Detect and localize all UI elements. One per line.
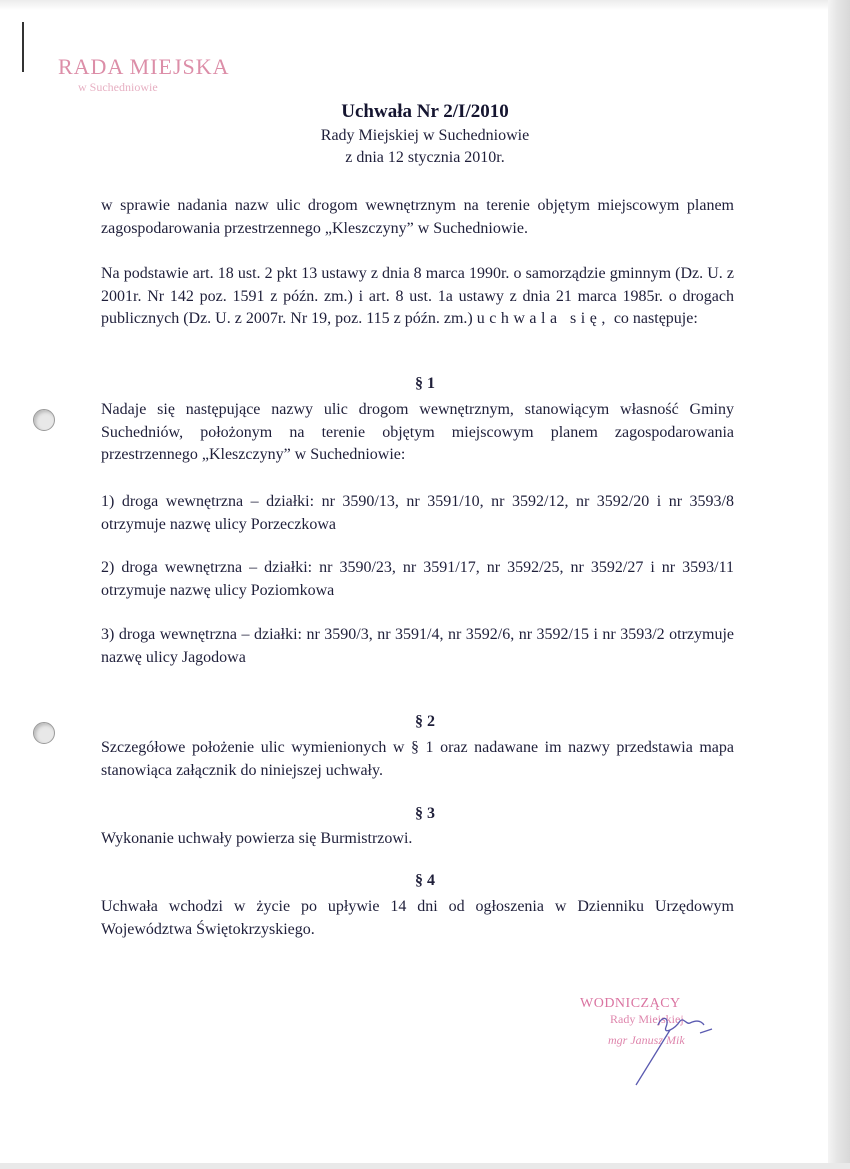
preamble-paragraph <box>101 263 734 331</box>
scan-edge-top <box>0 0 850 10</box>
subject-text: w sprawie nadania nazw ulic drogom wewnętrznym na terenie objętym miejscowym planem zagospodarowania przestrzennego „Kleszczyny” w Suchedniowie. <box>101 197 734 237</box>
section-3-text: Wykonanie uchwały powierza się Burmistrzowi. <box>101 830 413 847</box>
scan-margin-mark <box>22 22 24 72</box>
section-1-heading: § 1 <box>415 375 435 392</box>
section-4-text: Uchwała wchodzi w życie po upływie 14 dni od ogłoszenia w Dzienniku Urzędowym Województwa Świętokrzyskiego. <box>101 898 734 938</box>
section-3-heading: § 3 <box>415 805 435 822</box>
section-4-body <box>101 896 734 941</box>
punch-hole <box>33 409 55 431</box>
subject-paragraph <box>101 195 734 240</box>
document-date: z dnia 12 stycznia 2010r. <box>345 149 505 166</box>
scan-edge-bottom <box>0 1163 850 1169</box>
document-issuer: Rady Miejskiej w Suchedniowie <box>320 127 530 144</box>
list-item: 1) droga wewnętrzna – działki: nr 3590/13, nr 3591/10, nr 3592/12, nr 3592/20 i nr 3593/8 otrzymuje nazwę ulicy Porzeczkowa <box>101 493 734 533</box>
handwritten-signature <box>600 995 720 1090</box>
preamble-text <box>101 263 734 331</box>
chairman-stamp-name: mgr Janusz Mik <box>608 1033 685 1047</box>
section-1-item-1 <box>101 491 734 536</box>
document-title: Uchwała Nr 2/I/2010 <box>341 101 509 122</box>
section-1-intro-text: Nadaje się następujące nazwy ulic drogom wewnętrznym, stanowiącym własność Gminy Suchedniów, położonym na terenie objętym miejscowym planem zagospodarowania przestrzennego „Kleszczyny” w Suchedniowie: <box>101 401 734 463</box>
chairman-stamp-council: Rady Miejskiej <box>610 1012 684 1026</box>
chairman-stamp-title: WODNICZĄCY <box>580 996 681 1011</box>
section-2-heading: § 2 <box>415 713 435 730</box>
section-2-body <box>101 737 734 782</box>
section-1-item-3 <box>101 624 734 669</box>
section-2-text: Szczegółowe położenie ulic wymienionych w § 1 oraz nadawane im nazwy przedstawia mapa stanowiąca załącznik do niniejszej uchwały. <box>101 739 734 779</box>
section-1-item-2 <box>101 557 734 602</box>
stamp-line-1: RADA MIEJSKA <box>58 54 230 79</box>
scan-edge-right <box>828 0 850 1169</box>
preamble-body: Na podstawie art. 18 ust. 2 pkt 13 ustawy z dnia 8 marca 1990r. o samorządzie gminnym (Dz. U. z 2001r. Nr 142 poz. 1591 z późn. zm.) i art. 8 ust. 1a ustawy z dnia 21 marca 1985r. o drogach publicznych (Dz. U. z 2007r. Nr 19, poz. 115 z późn. zm.) <box>101 265 734 327</box>
section-3-body <box>101 828 734 851</box>
stamp-line-2: w Suchedniowie <box>78 80 158 94</box>
preamble-resolves: uchwala się, <box>476 310 610 327</box>
list-item: 3) droga wewnętrzna – działki: nr 3590/3, nr 3591/4, nr 3592/6, nr 3592/15 i nr 3593/2 otrzymuje nazwę ulicy Jagodowa <box>101 626 734 666</box>
list-item: 2) droga wewnętrzna – działki: nr 3590/23, nr 3591/17, nr 3592/25, nr 3592/27 i nr 3593/11 otrzymuje nazwę ulicy Poziomkowa <box>101 559 734 599</box>
section-1-intro <box>101 399 734 467</box>
council-stamp <box>58 54 230 95</box>
preamble-ending: co następuje: <box>609 310 698 327</box>
section-4-heading: § 4 <box>415 872 435 889</box>
